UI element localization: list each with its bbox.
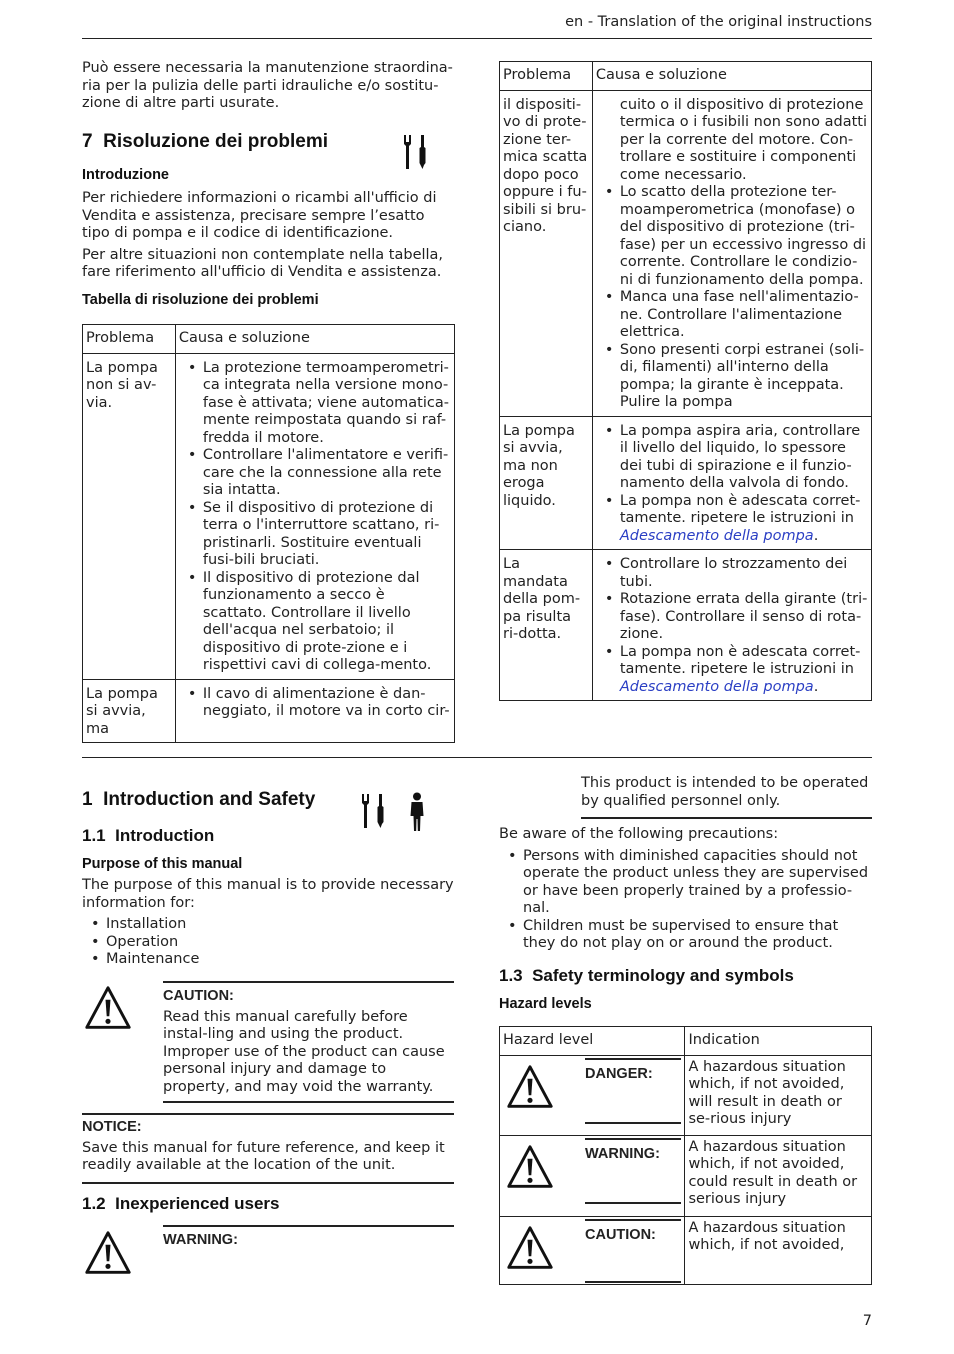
sub2-number: 1.2 — [82, 1194, 106, 1213]
sub1-title: Introduction — [115, 826, 215, 845]
cause-text: La pompa non è adescata corret-tamente. ripetere le istruzioni in — [619, 492, 861, 526]
col-cause: Causa e soluzione — [175, 325, 454, 354]
tools-icon — [360, 792, 386, 830]
it-intro-p1: Per richiedere informazioni o ricambi all'ufficio di Vendita e assistenza, precisare sempre l’esatto tipo di pompa e il codice di identificazione. — [82, 190, 437, 241]
caution-text: Read this manual carefully before instal-ling and using the product. Improper use of the product can cause personal injury and damage to property, and may void the warranty. — [163, 1008, 445, 1095]
warning-triangle-icon — [83, 985, 133, 1031]
purpose-heading: Purpose of this manual — [82, 856, 243, 872]
list-item: • Il dispositivo di protezione dal funzionamento a secco è scattato. Controllare il livello dell'acqua nel serbatoio; il dispositivo di prote-zione e i rispettivi cavi di collega-mento. — [203, 570, 451, 675]
table-header-row — [500, 1027, 872, 1056]
cause-cell — [592, 90, 871, 416]
sub3-title: Safety terminology and symbols — [532, 965, 794, 985]
table-row — [500, 1135, 872, 1216]
sub3-number: 1.3 — [499, 965, 523, 985]
it-intro-block — [82, 167, 455, 309]
tools-icon — [402, 133, 428, 171]
en-section-title: Introduction and Safety — [103, 789, 316, 810]
warning-box — [163, 1225, 454, 1250]
en-section-heading — [82, 789, 455, 811]
list-item: • Rotazione errata della girante (tri-fase). Controllare il senso di rota-zione. — [620, 591, 868, 644]
warning-triangle-icon — [505, 1144, 555, 1190]
list-item: • Il cavo di alimentazione è dan-neggiato, il motore va in corto cir- — [203, 686, 451, 721]
notice-label: NOTICE: — [82, 1119, 142, 1135]
list-item: • Manca una fase nell'alimentazio-ne. Controllare l'alimentazione elettrica. — [620, 289, 868, 342]
list-item — [620, 644, 868, 697]
page-number: 7 — [862, 1313, 872, 1329]
notice-box — [82, 1113, 454, 1184]
cause-cell — [175, 353, 454, 679]
table-header-row — [83, 325, 455, 354]
col-problem: Problema — [500, 62, 593, 91]
table-row — [500, 1055, 872, 1135]
problem-cell: La pompa si avvia, ma — [83, 679, 176, 743]
cause-continuation: cuito o il dispositivo di protezione termica o i fusibili non sono adatti per la corrente del motore. Con-trollare e sostituire i componenti come necessario. — [619, 96, 868, 183]
precautions-block — [499, 826, 872, 1013]
priming-link[interactable]: Adescamento della pompa — [619, 678, 814, 695]
list-item: • Se il dispositivo di protezione di terra o l'interruttore scattano, ri-pristinarli. Sostituire eventuali fusi-bili bruciati. — [203, 500, 451, 570]
cause-end: . — [813, 527, 819, 544]
it-intro-paragraph: Può essere necessaria la manutenzione straordina-ria per la pulizia delle parti idrauliche e/o sostitu-zione di altre parti usurate. — [82, 60, 453, 111]
cause-end: . — [813, 678, 819, 695]
list-item: • La pompa aspira aria, controllare il livello del liquido, lo spessore dei tubi di spirazione e il funzio-namento della valvola di fondo. — [620, 423, 868, 493]
col-indication: Indication — [685, 1027, 872, 1056]
caution-box — [163, 981, 454, 1103]
col-cause: Causa e soluzione — [592, 62, 871, 91]
warning-text: This product is intended to be operated by qualified personnel only. — [581, 775, 869, 809]
cause-text: La pompa non è adescata corret-tamente. ripetere le istruzioni in — [619, 643, 861, 677]
warning-label: WARNING: — [163, 1232, 238, 1248]
danger-label: DANGER: — [585, 1058, 681, 1124]
header-text: en - Translation of the original instructions — [565, 14, 872, 30]
hazard-levels-table — [499, 1026, 872, 1285]
indication-cell: A hazardous situation which, if not avoided, could result in death or serious injury — [685, 1135, 872, 1216]
en-section-number: 1 — [82, 789, 93, 810]
list-item: • Persons with diminished capacities should not operate the product unless they are supervised or have been properly trained by a professio-nal. — [523, 848, 872, 918]
caution-label: CAUTION: — [163, 988, 234, 1004]
it-section-title: Risoluzione dei problemi — [103, 131, 328, 152]
indication-cell: A hazardous situation which, if not avoided, — [685, 1216, 872, 1284]
table-row — [500, 90, 872, 416]
list-item: • Children must be supervised to ensure that they do not play on or around the product. — [523, 918, 872, 953]
it-intro-heading: Introduzione — [82, 167, 169, 183]
it-table-heading: Tabella di risoluzione dei problemi — [82, 291, 319, 308]
list-item: • La protezione termoamperometri-ca integrata nella versione mono-fase è attivata; viene automatica-mente reimpostata quando si raf-fredda il motore. — [203, 360, 451, 448]
list-item: • Controllare l'alimentatore e verifi-care che la connessione alla rete sia intatta. — [203, 447, 451, 500]
it-section-number: 7 — [82, 131, 93, 152]
notice-text: Save this manual for future reference, and keep it readily available at the location of the unit. — [82, 1139, 445, 1173]
it-troubleshoot-table-right — [499, 61, 872, 701]
hazard-heading: Hazard levels — [499, 995, 592, 1012]
table-row — [500, 416, 872, 550]
problem-cell: La pompa si avvia, ma non eroga liquido. — [500, 416, 593, 550]
table-row — [500, 1216, 872, 1284]
list-item — [620, 493, 868, 546]
col-hazard-level: Hazard level — [500, 1027, 685, 1056]
list-item: • Maintenance — [106, 951, 455, 969]
problem-cell: il dispositi-vo di prote-zione ter-mica scatta dopo poco oppure i fu-sibili si bru-ciano. — [500, 90, 593, 416]
col-problem: Problema — [83, 325, 176, 354]
problem-cell: La mandata della pom-pa risulta ri-dotta. — [500, 550, 593, 701]
sub1-number: 1.1 — [82, 826, 106, 845]
list-item: • Lo scatto della protezione ter-moamperometrica (monofase) o del dispositivo di protezione (tri-fase) per un eccessivo ingresso di corrente. Controllare le condizio-ni di funzionamento della pompa. — [620, 184, 868, 289]
purpose-text: The purpose of this manual is to provide necessary information for: — [82, 877, 454, 911]
table-row — [83, 679, 455, 743]
cause-cell — [592, 550, 871, 701]
list-item: • Operation — [106, 934, 455, 952]
section-divider — [82, 757, 872, 758]
warning-triangle-icon — [83, 1230, 133, 1276]
warning-box-continued — [581, 775, 872, 819]
list-item: • Sono presenti corpi estranei (soli-di, filamenti) all'interno della pompa; la girante è inceppata. Pulire la pompa — [620, 342, 868, 412]
list-item: • Controllare lo strozzamento dei tubi. — [620, 556, 868, 591]
it-troubleshoot-table-left — [82, 324, 455, 743]
it-left-column — [82, 60, 455, 113]
hazard-level-cell — [500, 1055, 685, 1135]
caution-hazard-label: CAUTION: — [585, 1219, 681, 1283]
warning-hazard-label: WARNING: — [585, 1138, 681, 1204]
it-section-heading — [82, 131, 455, 153]
hazard-level-cell — [500, 1216, 685, 1284]
warning-triangle-icon — [505, 1225, 555, 1271]
sub2-title: Inexperienced users — [115, 1194, 280, 1213]
en-inexperienced-heading — [82, 1194, 455, 1214]
en-intro-block — [82, 826, 455, 969]
cause-cell — [175, 679, 454, 743]
indication-cell: A hazardous situation which, if not avoided, will result in death or se-rious injury — [685, 1055, 872, 1135]
list-item: • Installation — [106, 916, 455, 934]
table-row — [83, 353, 455, 679]
cause-cell — [592, 416, 871, 550]
table-header-row — [500, 62, 872, 91]
table-row — [500, 550, 872, 701]
hazard-level-cell — [500, 1135, 685, 1216]
it-intro-p2: Per altre situazioni non contemplate nella tabella, fare riferimento all'ufficio di Vendita e assistenza. — [82, 246, 444, 280]
warning-triangle-icon — [505, 1064, 555, 1110]
problem-cell: La pompa non si av-via. — [83, 353, 176, 679]
priming-link[interactable]: Adescamento della pompa — [619, 527, 814, 544]
page-header — [82, 14, 872, 39]
precautions-intro: Be aware of the following precautions: — [499, 826, 779, 842]
